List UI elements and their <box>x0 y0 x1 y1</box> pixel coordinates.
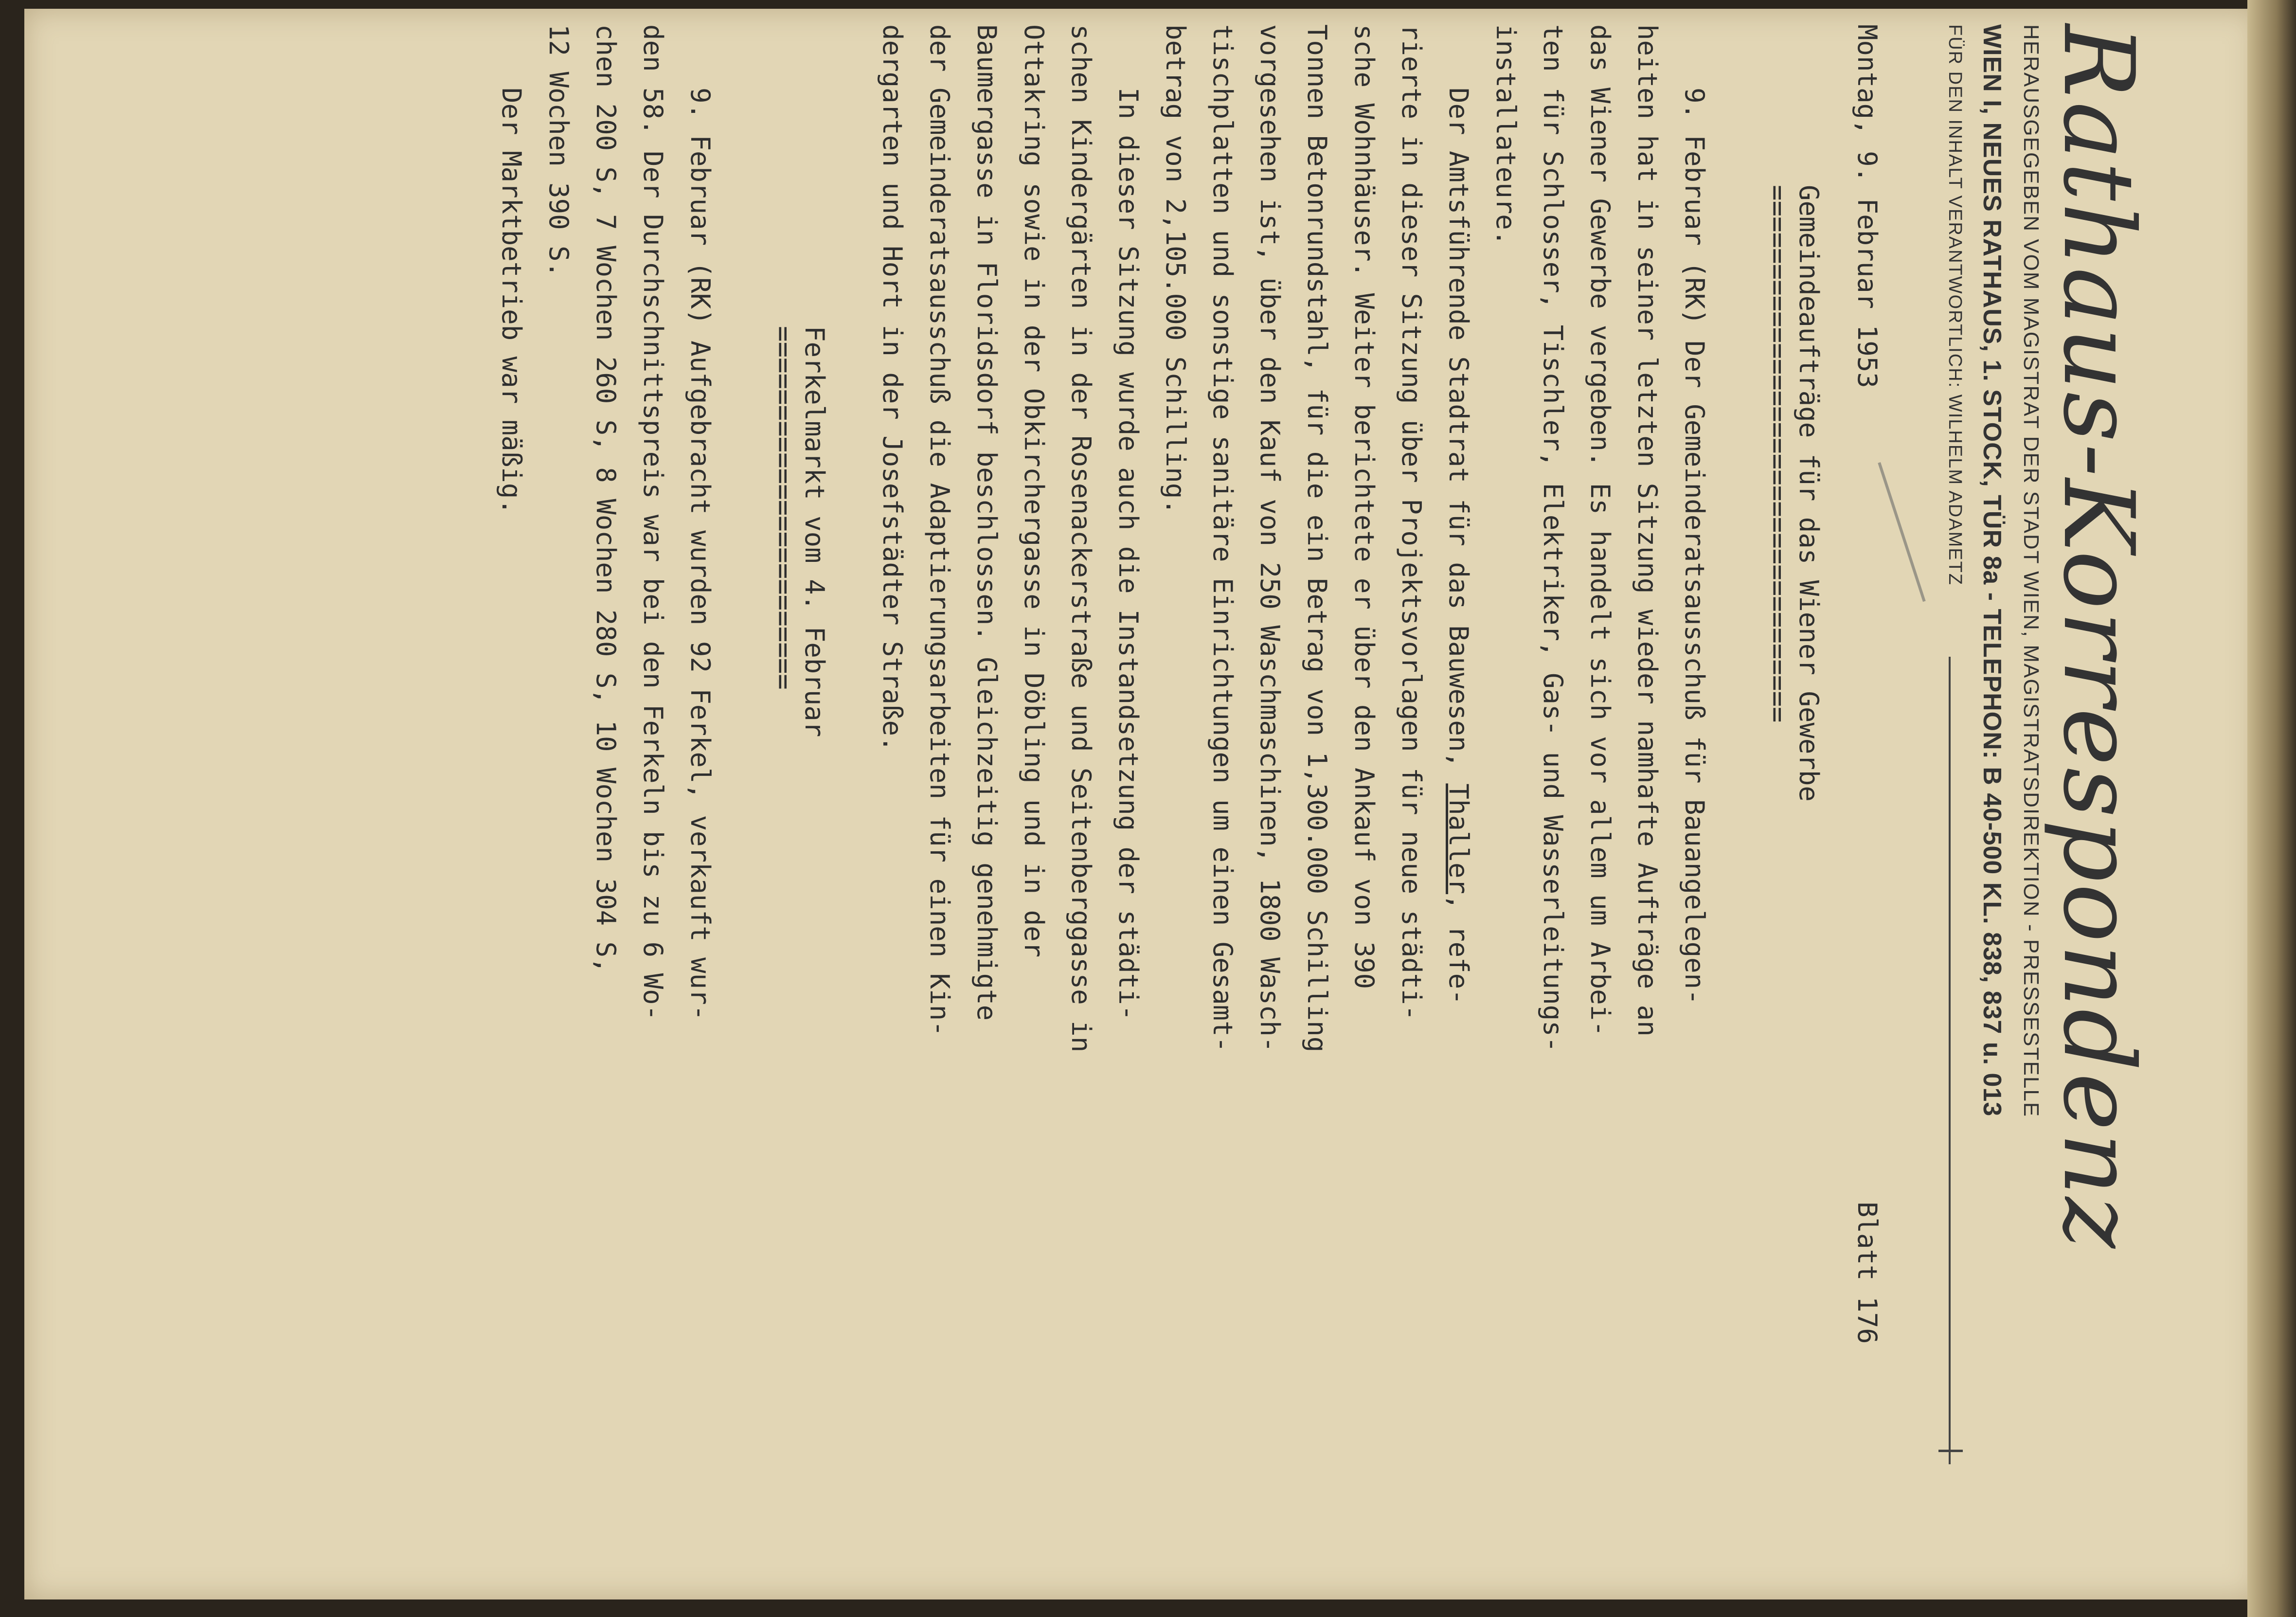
text-line: 9. Februar (RK) Aufgebracht wurden 92 Ferkel, verkauft wur- <box>685 88 716 1021</box>
date-row <box>1824 24 1883 1557</box>
masthead-rule-tick <box>1938 1450 1963 1452</box>
masthead <box>1946 24 2155 1557</box>
responsible-line: FÜR DEN INHALT VERANTWORTLICH: WILHELM ADAMETZ <box>1945 24 1965 586</box>
text-line: rierte in dieser Sitzung über Projektsvorlagen für neue städti- <box>1396 24 1427 1021</box>
text-line: In dieser Sitzung wurde auch die Instandsetzung der städti- <box>1113 88 1144 1021</box>
text-line: tischplatten und sonstige sanitäre Einrichtungen um einen Gesamt- <box>1207 24 1238 1053</box>
text-line: chen 200 S, 7 Wochen 260 S, 8 Wochen 280 S, 10 Wochen 304 S, <box>591 24 621 973</box>
text-line: 9. Februar (RK) Der Gemeinderatsausschuß für Bauangelegen- <box>1679 88 1710 1005</box>
article1-underline: ================================== <box>1762 185 1793 723</box>
text-line: heiten hat in seiner letzten Sitzung wieder namhafte Aufträge an <box>1632 24 1663 1037</box>
article1-paragraph2 <box>1152 24 1482 1557</box>
person-name: Thaller <box>1443 783 1474 895</box>
text-line: Tonnen Betonrundstahl, für die ein Betrag von 1,300.000 Schilling <box>1302 24 1332 1053</box>
pencil-mark <box>1878 462 1925 602</box>
text-line: dergarten und Hort in der Josefstädter Straße. <box>877 24 908 752</box>
text-line: betrag von 2,105.000 Schilling. <box>1160 24 1191 515</box>
masthead-rule <box>1949 657 1951 1464</box>
address-line: WIEN I, NEUES RATHAUS, 1. STOCK, TÜR 8a - TELEPHON: B 40-500 KL. 838, 837 u. 013 <box>1978 24 2006 1117</box>
rotated-document <box>272 24 2155 1557</box>
text-line <box>1435 24 1482 1557</box>
article2-paragraph2 <box>488 24 535 1557</box>
publisher-line: HERAUSGEGEBEN VOM MAGISTRAT DER STADT WIEN, MAGISTRATSDIREKTION - PRESSESTELLE <box>2019 24 2043 1118</box>
text-line: das Wiener Gewerbe vergeben. Es handelt sich vor allem um Arbei- <box>1585 24 1615 1037</box>
masthead-title: Rathaus-Korrespondenz <box>2042 24 2155 1251</box>
text-segment: Der Amtsführende Stadtrat für das Bauwesen, <box>1443 88 1474 784</box>
article1-paragraph3 <box>869 24 1152 1557</box>
sheet-number: Blatt 176 <box>1852 1202 1883 1344</box>
text-line: sche Wohnhäuser. Weiter berichtete er über den Ankauf von 390 <box>1349 24 1380 989</box>
article1-headline: Gemeindeaufträge für das Wiener Gewerbe <box>1794 185 1824 802</box>
text-line: Baumergasse in Floridsdorf beschlossen. Gleichzeitig genehmigte <box>971 24 1002 1021</box>
text-line: Der Marktbetrieb war mäßig. <box>496 88 527 515</box>
issue-date: Montag, 9. Februar 1953 <box>1852 24 1883 388</box>
text-line: den 58. Der Durchschnittspreis war bei den Ferkeln bis zu 6 Wo- <box>638 24 668 1021</box>
article2-headline: Ferkelmarkt vom 4. Februar <box>799 326 830 737</box>
text-line: schen Kindergärten in der Rosenackerstraße und Seitenberggasse in <box>1066 24 1096 1053</box>
text-line: vorgesehen ist, über den Kauf von 250 Waschmaschinen, 1800 Wasch- <box>1255 24 1285 1053</box>
text-segment: , refe- <box>1443 894 1474 1005</box>
article1-paragraph1 <box>1482 24 1718 1557</box>
text-line: der Gemeinderatsausschuß die Adaptierungsarbeiten für einen Kin- <box>924 24 955 1037</box>
text-line: 12 Wochen 390 S. <box>543 24 574 278</box>
text-line: installateure. <box>1490 24 1521 246</box>
text-line: ten für Schlosser, Tischler, Elektriker, Gas- und Wasserleitungs- <box>1538 24 1568 1053</box>
article2-underline: ======================= <box>768 326 799 690</box>
book-binding-edge <box>2247 0 2296 1617</box>
document-body <box>488 24 1883 1557</box>
text-line: Ottakring sowie in der Obkirchergasse in Döbling und in der <box>1019 24 1049 958</box>
article2-paragraph1 <box>535 24 724 1557</box>
